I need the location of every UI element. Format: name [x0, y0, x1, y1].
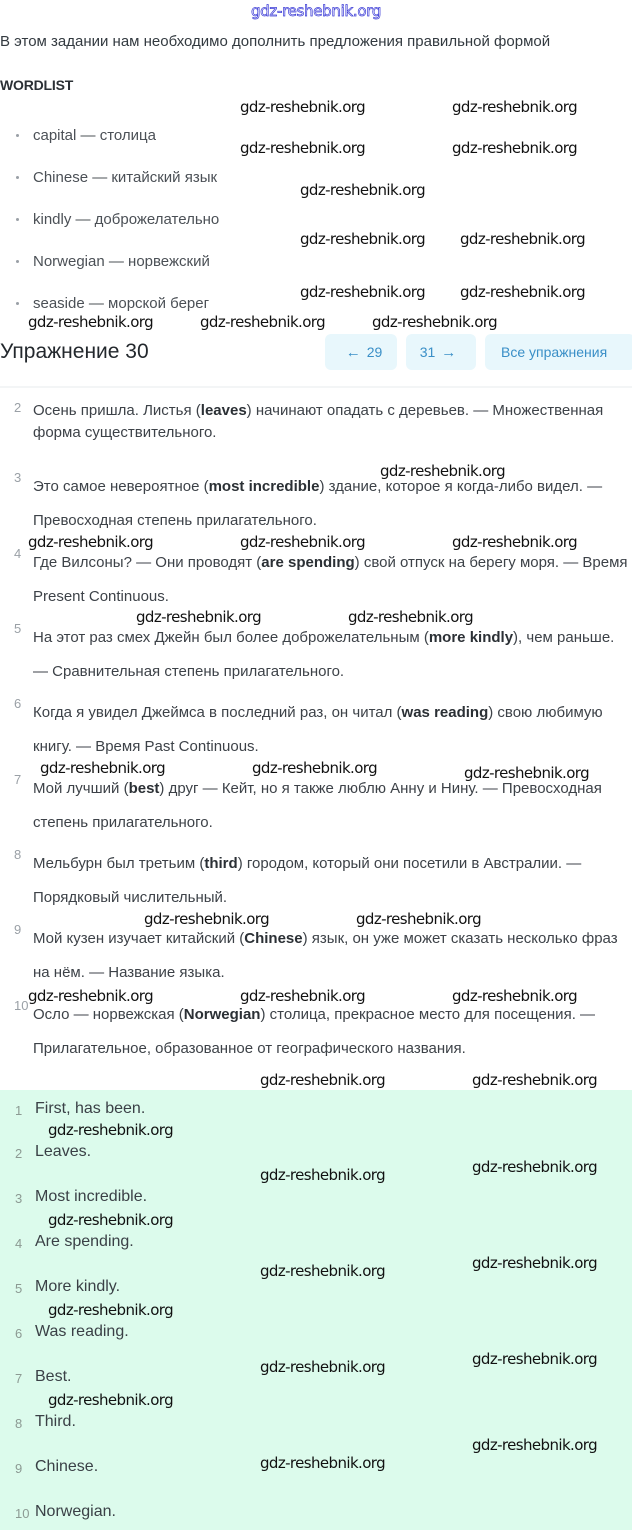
answer-number: 9: [15, 1461, 23, 1476]
answer-text: First, has been.: [35, 1100, 146, 1117]
arrow-right-icon: →: [441, 343, 457, 361]
watermark: gdz-reshebnik.org: [28, 533, 153, 551]
wordlist-item: [0, 286, 219, 328]
watermark: gdz-reshebnik.org: [452, 98, 577, 116]
wordlist-item: [0, 118, 219, 160]
bullet-icon: [16, 176, 19, 179]
watermark: gdz-reshebnik.org: [472, 1158, 597, 1176]
solution-text-after: ) друг — Кейт, но я также люблю Анну и Нину. — Превосходная степень прилагательного.: [33, 780, 602, 831]
solution-text-before: Когда я увидел Джеймса в последний раз, он читал (: [33, 704, 402, 721]
answer-number: 4: [15, 1236, 23, 1251]
solution-answer: more kindly: [428, 629, 514, 646]
watermark: gdz-reshebnik.org: [472, 1071, 597, 1089]
solution-answer: was reading: [401, 704, 489, 721]
watermark: gdz-reshebnik.org: [48, 1391, 173, 1409]
solution-text-before: Осло — норвежская (: [33, 1006, 184, 1023]
next-exercise-button[interactable]: [406, 334, 476, 370]
watermark: gdz-reshebnik.org: [48, 1301, 173, 1319]
solution-text: [33, 922, 628, 990]
wordlist-item: [0, 160, 219, 202]
watermark: gdz-reshebnik.org: [452, 139, 577, 157]
wordlist: [0, 118, 219, 328]
solution-number: 5: [14, 621, 22, 636]
watermark: gdz-reshebnik.org: [452, 533, 577, 551]
watermark: gdz-reshebnik.org: [48, 1211, 173, 1229]
solution-text-before: Осень пришла. Листья (: [33, 402, 201, 419]
watermark: gdz-reshebnik.org: [464, 764, 589, 782]
solution-number: 3: [14, 470, 22, 485]
watermark: gdz-reshebnik.org: [40, 759, 165, 777]
solution-text-after: ), чем раньше. — Сравнительная степень прилагательного.: [33, 629, 615, 680]
exercise-nav: [325, 334, 632, 370]
answer-number: 10: [15, 1506, 30, 1521]
solution-text: [33, 998, 628, 1066]
answer-text: Third.: [35, 1413, 76, 1430]
solution-text: [33, 847, 628, 915]
watermark: gdz-reshebnik.org: [260, 1454, 385, 1472]
solution-text-before: Мой лучший (: [33, 780, 129, 797]
answer-text: Best.: [35, 1368, 72, 1385]
solution-text: [33, 621, 628, 689]
wordlist-item-label: seaside — морской берег: [33, 295, 210, 312]
bullet-icon: [16, 260, 19, 263]
watermark: gdz-reshebnik.org: [300, 283, 425, 301]
solution-text-after: ) язык, он уже может сказать несколько фраз на нём. — Название языка.: [33, 930, 618, 981]
watermark: gdz-reshebnik.org: [144, 910, 269, 928]
watermark: gdz-reshebnik.org: [252, 759, 377, 777]
watermark: gdz-reshebnik.org: [380, 462, 505, 480]
answer-text: More kindly.: [35, 1278, 121, 1295]
solution-number: 10: [14, 998, 29, 1013]
answer-text: Leaves.: [35, 1143, 92, 1160]
solution-number: 4: [14, 546, 22, 561]
answer-number: 6: [15, 1326, 23, 1341]
watermark: gdz-reshebnik.org: [452, 987, 577, 1005]
watermark: gdz-reshebnik.org: [240, 139, 365, 157]
answer-number: 3: [15, 1191, 23, 1206]
answer-text: Norwegian.: [35, 1503, 116, 1520]
solution-text-after: ) здание, которое я когда-либо видел. — Превосходная степень прилагательного.: [33, 478, 603, 529]
bullet-icon: [16, 134, 19, 137]
solution-text-after: ) начинают опадать с деревьев. — Множественная форма существительного.: [33, 402, 604, 441]
solution-number: 8: [14, 847, 22, 862]
watermark: gdz-reshebnik.org: [472, 1254, 597, 1272]
answers-panel: [0, 1090, 632, 1530]
solution-text-before: На этот раз смех Джейн был более доброжелательным (: [33, 629, 429, 646]
wordlist-item-label: capital — столица: [33, 127, 156, 144]
wordlist-item: [0, 244, 219, 286]
answer-text: Chinese.: [35, 1458, 99, 1475]
answer-number: 7: [15, 1371, 23, 1386]
watermark: gdz-reshebnik.org: [300, 230, 425, 248]
wordlist-title: WORDLIST: [0, 77, 74, 93]
answer-number: 8: [15, 1416, 23, 1431]
arrow-left-icon: ←: [345, 343, 361, 361]
next-exercise-label: 31: [419, 344, 436, 360]
answer-text: Are spending.: [35, 1233, 134, 1250]
solution-text-before: Где Вилсоны? — Они проводят (: [33, 554, 262, 571]
answer-number: 2: [15, 1146, 23, 1161]
answer-number: 5: [15, 1281, 23, 1296]
answer-number: 1: [15, 1103, 23, 1118]
watermark: gdz-reshebnik.org: [472, 1436, 597, 1454]
watermark: gdz-reshebnik.org: [28, 987, 153, 1005]
solution-answer: most incredible: [208, 478, 320, 495]
top-watermark: gdz-reshebnik.org: [250, 2, 382, 20]
solution-number: 9: [14, 922, 22, 937]
solution-answer: Norwegian: [183, 1006, 261, 1023]
solution-number: 2: [14, 400, 22, 415]
solution-answer: are spending: [261, 554, 355, 571]
divider: [0, 386, 632, 388]
watermark: gdz-reshebnik.org: [200, 313, 325, 331]
solution-text-after: ) столица, прекрасное место для посещения. — Прилагательное, образованное от географического названия.: [33, 1006, 596, 1057]
watermark: gdz-reshebnik.org: [48, 1121, 173, 1139]
watermark: gdz-reshebnik.org: [300, 181, 425, 199]
solution-text: [33, 400, 628, 444]
solution-answer: leaves: [200, 402, 247, 419]
wordlist-item: [0, 202, 219, 244]
wordlist-item-label: Norwegian — норвежский: [33, 253, 210, 270]
answer-text: Most incredible.: [35, 1188, 148, 1205]
solution-text-before: Это самое невероятное (: [33, 478, 209, 495]
watermark: gdz-reshebnik.org: [260, 1262, 385, 1280]
watermark: gdz-reshebnik.org: [136, 608, 261, 626]
watermark: gdz-reshebnik.org: [372, 313, 497, 331]
solution-text: [33, 696, 628, 764]
watermark: gdz-reshebnik.org: [472, 1350, 597, 1368]
solution-number: 6: [14, 696, 22, 711]
bullet-icon: [16, 302, 19, 305]
watermark: gdz-reshebnik.org: [260, 1358, 385, 1376]
solution-answer: Chinese: [244, 930, 303, 947]
solution-answer: best: [128, 780, 160, 797]
solution-text-after: ) свою любимую книгу. — Время Past Continuous.: [33, 704, 603, 755]
prev-exercise-label: 29: [366, 344, 383, 360]
watermark: gdz-reshebnik.org: [260, 1071, 385, 1089]
watermark: gdz-reshebnik.org: [240, 987, 365, 1005]
watermark: gdz-reshebnik.org: [28, 313, 153, 331]
solution-text-after: ) свой отпуск на берегу моря. — Время Present Continuous.: [33, 554, 628, 605]
watermark: gdz-reshebnik.org: [348, 608, 473, 626]
prev-exercise-button[interactable]: [325, 334, 397, 370]
watermark: gdz-reshebnik.org: [260, 1166, 385, 1184]
watermark: gdz-reshebnik.org: [460, 283, 585, 301]
solution-text: [33, 470, 628, 538]
wordlist-item-label: kindly — доброжелательно: [33, 211, 220, 228]
solution-number: 7: [14, 772, 22, 787]
wordlist-item-label: Chinese — китайский язык: [33, 169, 218, 186]
solution-text: [33, 772, 628, 840]
solution-text-before: Мой кузен изучает китайский (: [33, 930, 245, 947]
intro-text: В этом задании нам необходимо дополнить предложения правильной формой: [0, 33, 551, 50]
watermark: gdz-reshebnik.org: [356, 910, 481, 928]
solution-answer: third: [204, 855, 238, 872]
solution-text: [33, 546, 628, 614]
watermark: gdz-reshebnik.org: [460, 230, 585, 248]
bullet-icon: [16, 218, 19, 221]
exercise-title: Упражнение 30: [0, 340, 149, 363]
all-exercises-button[interactable]: Все упражнения: [485, 334, 632, 370]
solution-text-before: Мельбурн был третьим (: [33, 855, 205, 872]
watermark: gdz-reshebnik.org: [240, 98, 365, 116]
watermark: gdz-reshebnik.org: [240, 533, 365, 551]
solution-text-after: ) городом, который они посетили в Австралии. — Порядковый числительный.: [33, 855, 582, 906]
answer-text: Was reading.: [35, 1323, 129, 1340]
